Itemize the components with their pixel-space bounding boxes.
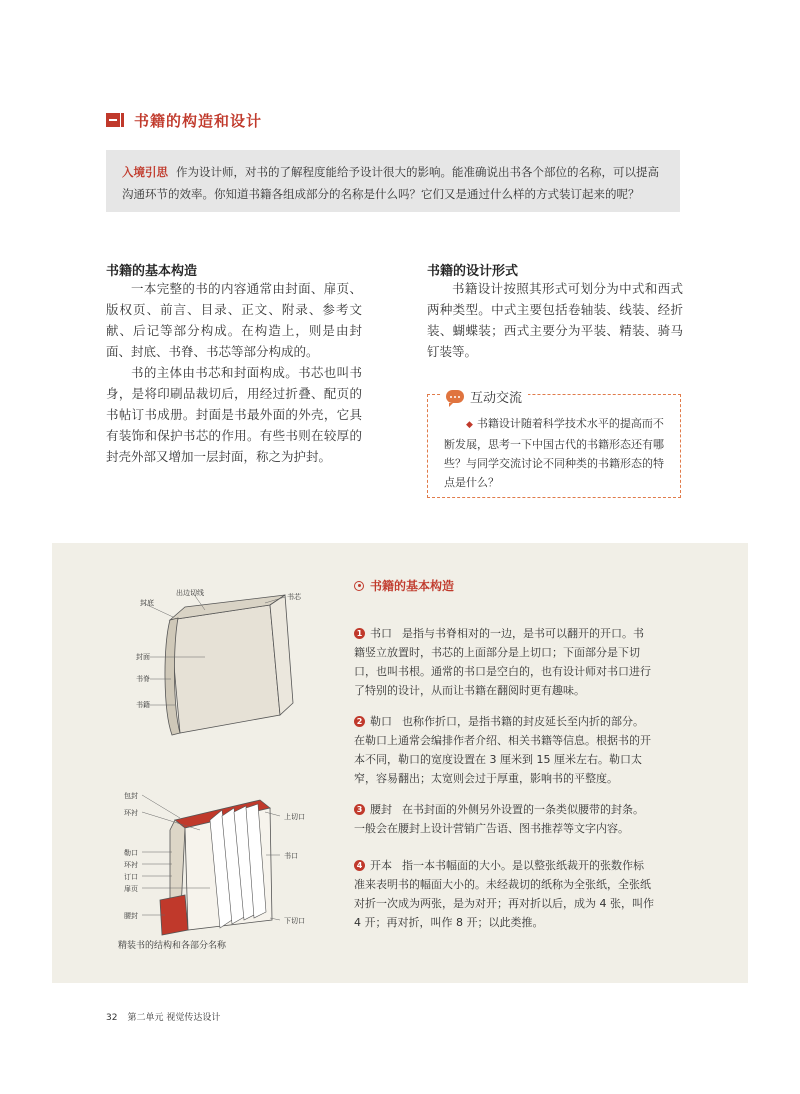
- label-jacket: 包封: [124, 792, 138, 800]
- label-endpaper: 环衬: [124, 861, 138, 869]
- target-icon: [354, 581, 364, 591]
- intro-text: 作为设计师，对书的了解程度能给予设计很大的影响。能准确说出书各个部位的名称，可以提高沟通环节的效率。你知道书籍各组成部分的名称是什么吗？它们又是通过什么样的方式装订起来的呢？: [122, 165, 659, 201]
- label-back-cover: 封底: [140, 599, 154, 607]
- explain-term: 腰封: [370, 803, 392, 816]
- number-badge: 2: [354, 716, 365, 727]
- diamond-bullet-icon: ◆: [466, 420, 473, 430]
- interactive-title: 互动交流: [470, 391, 523, 406]
- label-endpaper-top: 环衬: [124, 809, 138, 817]
- label-flap: 勒口: [124, 849, 138, 857]
- intro-box: [106, 150, 680, 212]
- section-title: 书籍的构造和设计: [134, 112, 263, 130]
- explain-text: 在书封面的外侧另外设置的一条类似腰带的封条。一般会在腰封上设计营销广告语、图书推荐等文字内容。: [354, 803, 644, 835]
- explain-item: [354, 856, 654, 932]
- number-badge: 3: [354, 804, 365, 815]
- explain-term: 勒口: [370, 715, 392, 728]
- explain-title: 书籍的基本构造: [370, 579, 455, 593]
- chat-bubble-icon: [446, 390, 464, 403]
- explain-text: 是指与书脊相对的一边，是书可以翻开的开口。书籍竖立放置时，书芯的上面部分是上切口；下面部分是下切口，也叫书根。通常的书口是空白的，也有设计师对书口进行了特别的设计，从而让书籍在翻阅时更有趣味。: [354, 627, 651, 697]
- label-fore-edge: 书口: [284, 852, 298, 860]
- explain-term: 书口: [370, 627, 392, 640]
- label-bottom-edge: 下切口: [284, 917, 305, 925]
- diagram-caption: 精装书的结构和各部分名称: [118, 941, 227, 951]
- label-top-edge: 上切口: [284, 813, 305, 821]
- unit-title: 第二单元 视觉传达设计: [127, 1013, 221, 1023]
- explain-item: [354, 800, 654, 838]
- label-edge-line: 出边切线: [176, 589, 204, 597]
- book-closed-illustration: [115, 585, 335, 755]
- book-open-illustration: [110, 790, 340, 940]
- page-footer: [106, 1010, 220, 1023]
- section-mark-bar: [121, 113, 124, 127]
- label-front-cover: 封面: [136, 653, 150, 661]
- label-book: 书籍: [136, 701, 150, 709]
- intro-tag: 入境引思: [122, 165, 168, 179]
- right-paragraph-1: 书籍设计按照其形式可划分为中式和西式两种类型。中式主要包括卷轴装、线装、经折装、蝴蝶装；西式主要分为平装、精装、骑马钉装等。: [427, 281, 683, 359]
- number-badge: 4: [354, 860, 365, 871]
- left-heading: 书籍的基本构造: [106, 264, 198, 279]
- explain-item: [354, 624, 654, 700]
- interactive-text-block: [444, 414, 666, 492]
- explain-term: 开本: [370, 859, 392, 872]
- label-gutter: 订口: [124, 873, 138, 881]
- number-badge: 1: [354, 628, 365, 639]
- left-paragraph-1: 一本完整的书的内容通常由封面、扉页、版权页、前言、目录、正文、附录、参考文献、后记等部分构成。在构造上，则是由封面、封底、书脊、书芯等部分构成的。: [106, 281, 362, 359]
- interactive-text: 书籍设计随着科学技术水平的提高而不断发展，思考一下中国古代的书籍形态还有哪些？与同学交流讨论不同种类的书籍形态的特点是什么？: [444, 417, 664, 489]
- interactive-title-group: [442, 387, 528, 406]
- label-book-block: 书芯: [287, 593, 301, 601]
- explain-text: 也称作折口，是指书籍的封皮延长至内折的部分。在勒口上通常会编排作者介绍、相关书籍等信息。根据书的开本不同，勒口的宽度设置在 3 厘米到 15 厘米左右。勒口太窄，容易翻出；太宽则会过于厚重，影响书的平整度。: [354, 715, 651, 785]
- section-mark-icon: [106, 113, 120, 127]
- label-belly-band: 腰封: [124, 912, 138, 920]
- label-spine: 书脊: [136, 675, 150, 683]
- explain-title-group: [354, 577, 454, 594]
- explain-text: 指一本书幅面的大小。是以整张纸裁开的张数作标准来表明书的幅面大小的。未经裁切的纸称为全张纸，全张纸对折一次成为两张，是为对开；再对折以后，成为 4 张，叫作 4 开；再对折，叫作 8 开；以此类推。: [354, 859, 654, 929]
- explain-item: [354, 712, 654, 788]
- label-title-page: 扉页: [124, 885, 138, 893]
- right-heading: 书籍的设计形式: [427, 264, 519, 279]
- page-number: 32: [106, 1013, 118, 1023]
- left-paragraph-2: 书的主体由书芯和封面构成。书芯也叫书身，是将印刷品裁切后，用经过折叠、配页的书帖订书成册。封面是书最外面的外壳，它具有装饰和保护书芯的作用。有些书则在较厚的封壳外部又增加一层封面，称之为护封。: [106, 365, 362, 464]
